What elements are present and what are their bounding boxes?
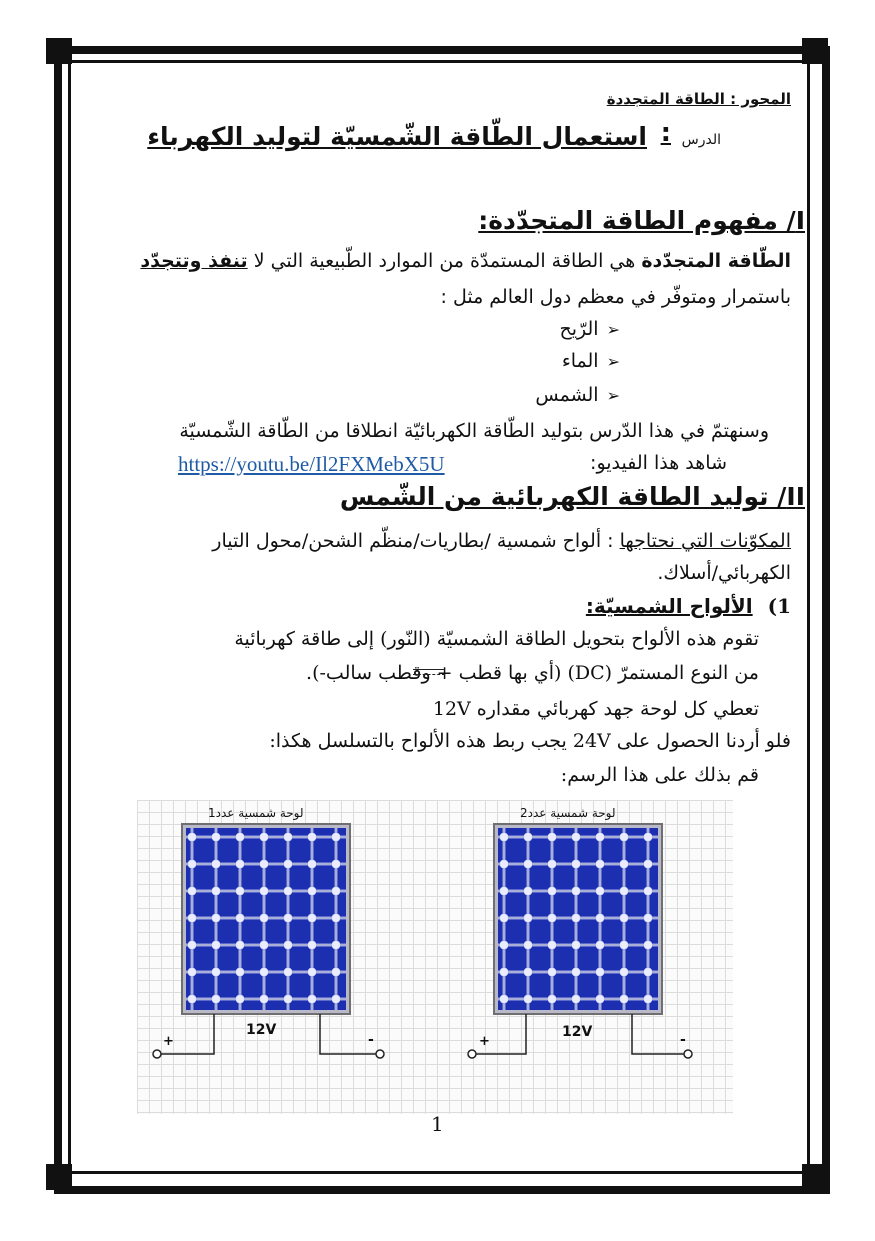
panels-paragraph-line-1: تقوم هذه الألواح بتحويل الطاقة الشمسيّة (النّور) إلى طاقة كهربائية (234, 628, 759, 650)
terminal-plus-1: + (163, 1034, 174, 1049)
definition-line-2: باستمرار ومتوفّر في معظم دول العالم مثل : (440, 286, 791, 308)
lesson-title: استعمال الطّاقة الشّمسيّة لتوليد الكهرباء (147, 122, 647, 151)
panel-2-voltage: 12V (562, 1024, 593, 1040)
components-label: المكوّنات التي نحتاجها (619, 530, 791, 552)
arrow-bullet-icon: ➢ (606, 386, 620, 405)
lesson-label: الدرس (681, 132, 721, 148)
panel-voltage-text: تعطي كل لوحة جهد كهربائي مقداره 12V (432, 698, 759, 720)
video-label: شاهد هذا الفيديو: (590, 452, 727, 474)
wire-negative-2 (632, 1014, 684, 1054)
page-number: 1 (431, 1112, 444, 1136)
example-label: الرّيح (559, 318, 599, 340)
components-text: : ألواح شمسية /بطاريات/منظّم الشحن/محول التيار (212, 530, 620, 552)
arrow-bullet-icon: ➢ (606, 352, 620, 371)
components-line-2: الكهربائي/أسلاك. (657, 562, 791, 584)
lesson-colon: : (660, 118, 671, 148)
series-text: فلو أردنا الحصول على 24V يجب ربط هذه الألواح بالتسلسل هكذا: (269, 730, 791, 752)
panel-1-voltage: 12V (246, 1022, 277, 1038)
terminal-plus-2: + (479, 1034, 490, 1049)
section-2-heading: II/ توليد الطاقة الكهربائية من الشّمس (339, 482, 805, 511)
intro-line: وسنهتمّ في هذا الدّرس بتوليد الطّاقة الكهربائيّة انطلاقا من الطّاقة الشّمسيّة (179, 420, 769, 442)
definition-keywords: تنفذ وتتجدّد (140, 250, 248, 272)
section-1-heading: I/ مفهوم الطاقة المتجدّدة: (478, 206, 805, 235)
video-link[interactable]: https://youtu.be/Il2FXMebX5U (178, 452, 445, 476)
example-label: الشمس (535, 384, 599, 406)
panels-paragraph-line-2: من النوع المستمرّ (DC) (أي بها قطب + وقطب سالب-). (306, 662, 759, 684)
panel-2-label: لوحة شمسية عدد2 (520, 806, 616, 820)
terminal-minus-1: - (368, 1032, 374, 1048)
arrow-bullet-icon: ➢ (606, 320, 620, 339)
subsection-number: 1) (767, 594, 791, 618)
axis-title: المحور : الطاقة المتجددة (606, 90, 791, 108)
subsection-title: الألواح الشمسيّة: (585, 594, 753, 618)
definition-text: هي الطاقة المستمدّة من الموارد الطّبيعية التي لا (247, 250, 642, 272)
example-label: الماء (561, 350, 599, 372)
instruction-text: قم بذلك على هذا الرسم: (560, 764, 759, 786)
terminal-minus-2: - (680, 1032, 686, 1048)
panel-1-label: لوحة شمسية عدد1 (208, 806, 304, 820)
definition-term: الطّاقة المتجدّدة (641, 250, 791, 272)
